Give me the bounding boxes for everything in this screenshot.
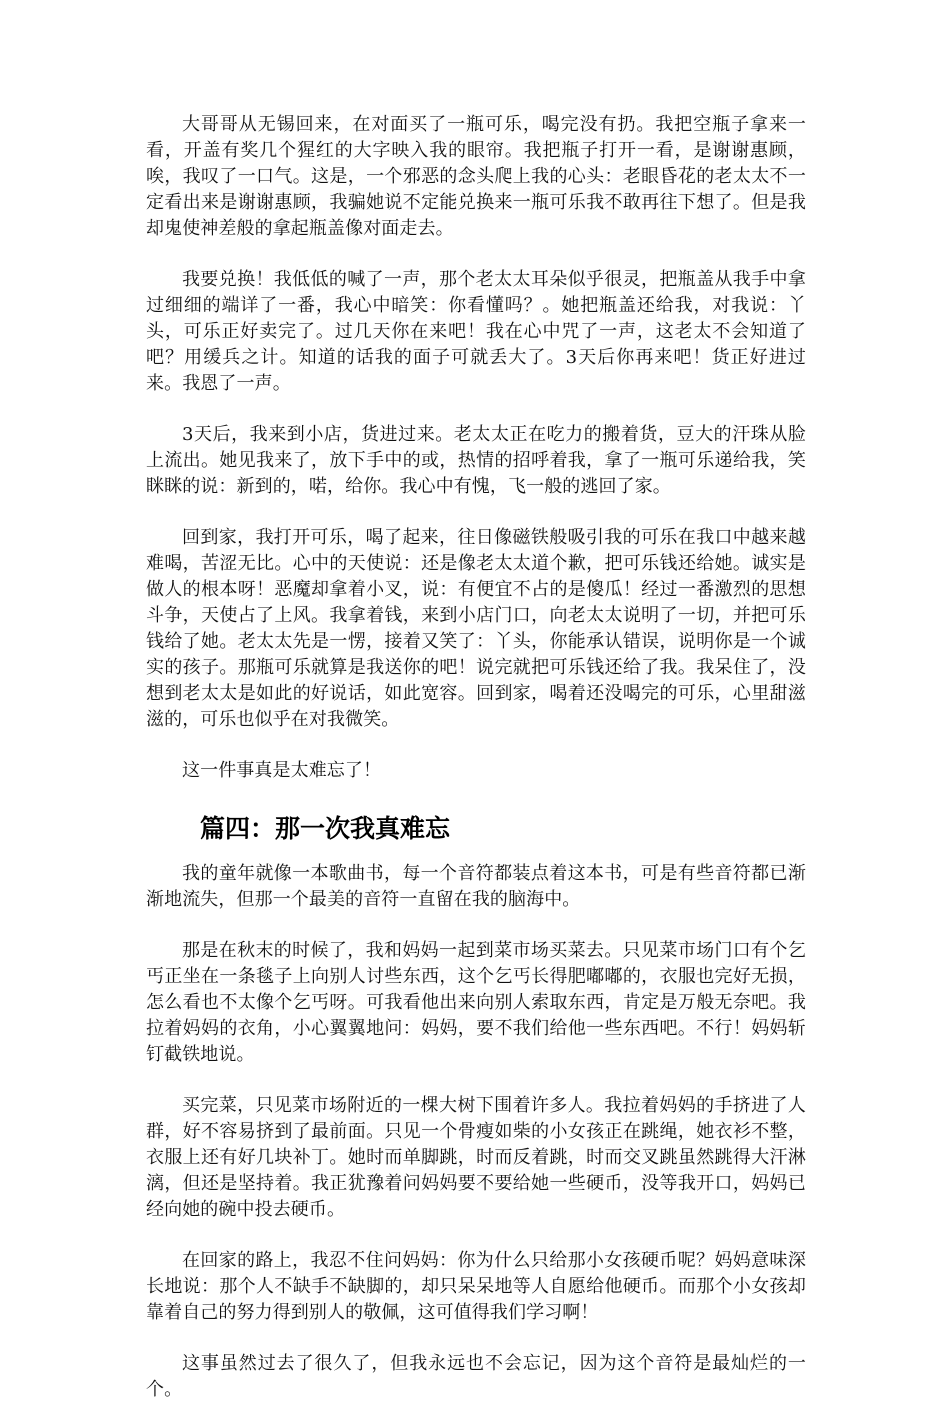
paragraph-way-home: 在回家的路上，我忍不住问妈妈：你为什么只给那小女孩硬币呢？妈妈意味深长地说：那个人不缺手不缺脚的，却只呆呆地等人自愿给他硬币。而那个小女孩却靠着自己的努力得到别人的敬佩，这可值得我们学习啊！ [146, 1250, 806, 1323]
paragraph-jumping-girl: 买完菜，只见菜市场附近的一棵大树下围着许多人。我拉着妈妈的手挤进了人群，好不容易挤到了最前面。只见一个骨瘦如柴的小女孩正在跳绳，她衣衫不整，衣服上还有好几块补丁。她时而单脚跳，时而反着跳，时而交叉跳虽然跳得大汗淋漓，但还是坚持着。我正犹豫着问妈妈要不要给她一些硬币，没等我开口，妈妈已经向她的碗中投去硬币。 [146, 1095, 806, 1220]
paragraph-cola-found: 大哥哥从无锡回来，在对面买了一瓶可乐，喝完没有扔。我把空瓶子拿来一看，开盖有奖几个猩红的大字映入我的眼帘。我把瓶子打开一看，是谢谢惠顾，唉，我叹了一口气。这是，一个邪恶的念头爬上我的心头：老眼昏花的老太太不一定看出来是谢谢惠顾，我骗她说不定能兑换来一瓶可乐我不敢再往下想了。但是我却鬼使神差般的拿起瓶盖像对面走去。 [146, 114, 806, 239]
paragraph-beggar: 那是在秋末的时候了，我和妈妈一起到菜市场买菜去。只见菜市场门口有个乞丐正坐在一条毯子上向别人讨些东西，这个乞丐长得肥嘟嘟的，衣服也完好无损，怎么看也不太像个乞丐呀。可我看他出来向别人索取东西，肯定是万般无奈吧。我拉着妈妈的衣角，小心翼翼地问：妈妈，要不我们给他一些东西吧。不行！妈妈斩钉截铁地说。 [146, 940, 806, 1065]
paragraph-confession: 回到家，我打开可乐，喝了起来，往日像磁铁般吸引我的可乐在我口中越来越难喝，苦涩无比。心中的天使说：还是像老太太道个歉，把可乐钱还给她。诚实是做人的根本呀！恶魔却拿着小叉，说：有便宜不占的是傻瓜！经过一番激烈的思想斗争，天使占了上风。我拿着钱，来到小店门口，向老太太说明了一切，并把可乐钱给了她。老太太先是一愣，接着又笑了：丫头，你能承认错误，说明你是一个诚实的孩子。那瓶可乐就算是我送你的吧！说完就把可乐钱还给了我。我呆住了，没想到老太太是如此的好说话，如此宽容。回到家，喝着还没喝完的可乐，心里甜滋滋的，可乐也似乎在对我微笑。 [146, 527, 806, 730]
paragraph-childhood-song: 我的童年就像一本歌曲书，每一个音符都装点着这本书，可是有些音符都已渐渐地流失，但那一个最美的音符一直留在我的脑海中。 [146, 863, 806, 910]
paragraph-three-days-later: 3天后，我来到小店，货进过来。老太太正在吃力的搬着货，豆大的汗珠从脸上流出。她见我来了，放下手中的或，热情的招呼着我，拿了一瓶可乐递给我，笑眯眯的说：新到的，喏，给你。我心中有愧，飞一般的逃回了家。 [146, 424, 806, 497]
paragraph-cola-exchange: 我要兑换！我低低的喊了一声，那个老太太耳朵似乎很灵，把瓶盖从我手中拿过细细的端详了一番，我心中暗笑：你看懂吗？。她把瓶盖还给我，对我说：丫头，可乐正好卖完了。过几天你在来吧！我在心中咒了一声，这老太不会知道了吧？用缓兵之计。知道的话我的面子可就丢大了。3天后你再来吧！货正好进过来。我恩了一声。 [146, 269, 806, 394]
paragraph-unforgettable: 这一件事真是太难忘了！ [182, 760, 382, 781]
section-heading: 篇四：那一次我真难忘 [200, 814, 451, 843]
paragraph-ending: 这事虽然过去了很久了，但我永远也不会忘记，因为这个音符是最灿烂的一个。 [146, 1353, 806, 1400]
document-page [146, 112, 806, 1428]
